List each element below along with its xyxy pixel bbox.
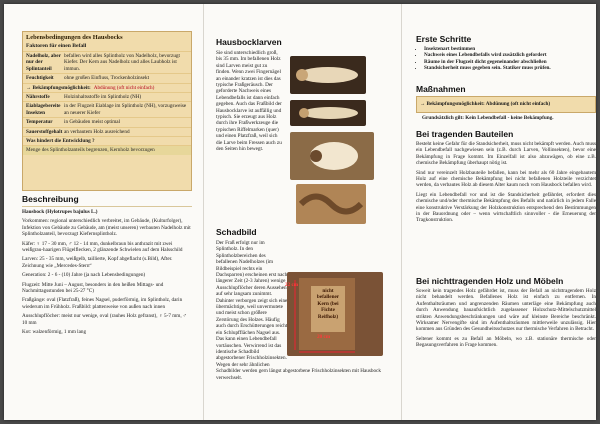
- column-left: [4, 4, 194, 420]
- larva-illustration: [290, 56, 366, 94]
- desc-beetle: Käfer: ♀ 17 - 30 mm, ♂ 12 - 14 mm, dunkelbraun bis anthrazit mit zwei weißgrau-haarigen Flügelflecken, 2 glänzende Schwielen auf dem Halsschild: [22, 240, 183, 254]
- desc-frass: Kot: walzenförmig, 1 mm lang: [22, 329, 87, 336]
- dimension-label: 20 cm: [317, 334, 331, 340]
- larvae-text: Sie sind unterschiedlich groß, bis 35 mm. Im befallenen Holz sind Larven meist gut zu finden. Wenn zwei Fingernägel an einander kratzen ist dies das typische Fraßgeräusch. Der geforderte Nachweis eines Lebendbefalls ist dann einfach gegeben. Auch das Fraßbild der Hausbocklarve ist auffällig und typisch. Sie erzeugt aus Holz durch ihre Fraßwerkzeuge die typischen Riffelmarken (quer) und einen Platzfraß, weil sich die Larve beim Fressen auch zu den Seiten hin bewegt.: [216, 50, 282, 153]
- first-steps-list: [416, 46, 596, 72]
- larva-photo: [290, 56, 366, 94]
- principle-text: Grundsätzlich gilt: Kein Lebendbefall - keine Bekämpfung.: [422, 115, 554, 121]
- desc-larvae: Larven: 25 - 35 mm, weißgelb, taillierte, Kopf abgeflacht (s.Bild), After. Zeichnung wie „Mercedes-Stern“: [22, 256, 173, 269]
- fold-line: [203, 4, 204, 420]
- rafter-damage-photo: [287, 272, 383, 356]
- table-row: Sauerstoffgehalt an verbautem Holz ausreichend: [23, 127, 191, 136]
- dimension-label: 22 cm: [285, 282, 299, 288]
- desc-occurrence: Vorkommen: regional unterschiedlich verbreitet, im Gebäude, (Kulturfolger), Infektion von Gebäude zu Gebäude, am (meist unseren) verbauten Nadelholz mit Splintholzanteil, bevorzugt Kiefernsplintholz.: [22, 218, 191, 238]
- desc-generation: Generation: 2 - 6 - (10) Jahre (ja nach Lebensbedingungen): [22, 272, 146, 279]
- table-row: Menge des Splintholzanteils begrenzen, Kernholz bevorzugen: [23, 145, 191, 154]
- conditions-box: [22, 31, 192, 191]
- galleries-photo: [296, 184, 366, 224]
- brochure-sheet: [4, 4, 596, 420]
- table-row: Feuchtigkeit ohne großen Einfluss, Trockenholzinsekt: [23, 73, 191, 82]
- conditions-title: Lebensbedingungen des Hausbocks: [26, 34, 123, 41]
- conditions-subtitle: Faktoren für einen Befall: [26, 43, 87, 49]
- core-label: nicht befallener Kern (bei Fichte Reifholz): [316, 288, 340, 320]
- table-row: Temperatur in Gebäuden meist optimal: [23, 117, 191, 126]
- non-load-bearing-heading: Bei nichttragenden Holz und Möbeln: [416, 276, 564, 286]
- list-item: • Nachweis eines Lebendbefalls wird zusätzlich gefordert: [424, 52, 596, 58]
- list-item: • Standsicherheit muss gegeben sein. Statiker muss prüfen.: [424, 65, 596, 71]
- damage-text: Der Fraß erfolgt nur im Splintholz. In den Splintholzbereichen des befallenen Nadelholzes (im Bildbeispiel rechts ein Dachsparren) erscheinen erst nach längerer Zeit (2-3 Jahren) wenige Ausschlupflöcher deren Aussehen auf sehr langsam zunimmt. Dahinter verborgen zeigt sich eine übermächtige, weil unvermutete und meist schon größere Zerstörung des Holzes. Häufig auch durch Erschütterungen reicht ein Schlupfflächen Nagsel aus. Das kann einen Lebendbefall vortäuschen. Verwirrend ist das identische Schadbild abgestorbener Frischholzinsekten. Wegen der sehr ähnlichen Schadbilder werden gern längst abgestorbene Frischholzinsekten mit Hausbock verwechselt.: [216, 240, 381, 381]
- description-section: [22, 194, 192, 339]
- measures-box-text: → Bekämpfungsmöglichkeit: Abdünung (oft nicht einfach): [420, 101, 551, 107]
- description-heading: Beschreibung: [22, 194, 79, 204]
- fold-line: [401, 4, 402, 420]
- table-row: Nährstoffe Holzinhaltsstoffe im Splintholz (NH): [23, 92, 191, 101]
- larvae-heading: Hausbocklarven: [216, 37, 282, 47]
- load-bearing-heading: Bei tragenden Bauteilen: [416, 129, 514, 139]
- desc-exit-holes: Ausschlupflöcher: meist nur wenige, oval (rauhes Holz gefranst), ♀ 5-7 mm, ♂ 10 mm: [22, 313, 187, 326]
- desc-species: Hausbock (Hylotrupes bajulus L.): [22, 209, 98, 215]
- column-right: [408, 4, 596, 420]
- table-row: Eiablagebereite Insekten in der Flugzeit Eiablage im Splintholz (NH), vorzugsweise an neuerer Kiefer: [23, 101, 191, 117]
- measures-box: [416, 96, 596, 113]
- measures-heading: Maßnahmen: [416, 84, 466, 94]
- table-row: Was hindert die Entwicklung ?: [23, 136, 191, 145]
- table-row: Nadelholz, aber nur der Splintanteil befallen wird alles Splintholz von Nadelholz, bevorzugt Kiefer. Der Kern aus Nadelholz und alles Laubholz ist immun.: [23, 51, 191, 73]
- desc-flight: Flugzeit: Mitte Juni – August, besonders in den heißen Mittags- und Nachmittagsstunden bei 25-27 °C): [22, 281, 164, 295]
- table-row: → Bekämpfungsmöglichkeit: Abdünung (oft nicht einfach): [23, 83, 191, 92]
- list-item: • Insektenart bestimmen: [424, 46, 596, 52]
- load-bearing-text: Besteht keine Gefahr für die Standsicherheit, muss nicht bekämpft werden. Auch muss ein Lebendbefall nachgewiesen sein (z.B. durch Larven, Vollinsekten), bevor eine Bekämpfung in Frage kommt. Im Einzelfall ist also abzuwägen, ob eine z.B. chemische Bekämpfung überhaupt nötig ist. Sind nur vereinzelt Holzbauteile befallen, kann bei mehr als 60 Jahre eingebautem Holz auf eine chemische Bekämpfung bei nicht befallenen Holzteile verzichtet werden, da verbautes Holz ab diesem Alter kaum noch vom Hausbock befallen wird. Liegt ein Lebendbefall vor und ist die Standsicherheit gefährdet, erfordert dies chemische und/oder thermische Bekämpfung des Befalls und natürlich in jedem Falle eine konstruktive Verstärkung der Holzkonstruktion entsprechend den Bestimmungen in der Bauordnung oder – wenn wirtschaftlich sinnvoller - die Erneuerung der Tragkonstruktion.: [416, 141, 596, 224]
- list-item: • Räume in der Flugzeit dicht gegeneinander abschließen: [424, 59, 596, 65]
- first-steps-heading: Erste Schritte: [416, 34, 472, 44]
- conditions-table: [23, 51, 191, 155]
- larva-photo: [290, 100, 366, 126]
- feeding-marks-photo: [290, 132, 374, 180]
- damage-heading: Schadbild: [216, 227, 257, 237]
- desc-galleries: Fraßgänge: oval (Flatzfraß), feines Nagsel, puderförmig, im Splintholz, darin wiederum im Frühholz. Fraßbild: plattenweise von außen nach innen: [22, 297, 183, 310]
- non-load-bearing-text: Soweit kein tragendes Holz gefährdet ist, muss der Befall an nichttragendem Holz nicht behandelt werden. Befallenes Holz ist einfach zu entfernen. In Aufenthaltsräumen und angrenzenden Räumen unterläge eine Bekämpfung auch durch Anwendung bauaufsichtlich zugelassener Holzschutz-Mittelschutzmittel strikten Anwendungsbeschränkungen und wäre auf kleinste Bereiche beschränkt. Wirksamer Nervengifte sind im Aufenthaltsräumen mittlerweile unzulässig. Hier kommen aus Gründen des Gesundheitsschutzes nur thermische Verfahren in Betracht. Seltener kommt es zu Befall an Möbeln, wo z.B. stationäre thermische oder Begasungsverfahren in Frage kommen.: [416, 288, 596, 349]
